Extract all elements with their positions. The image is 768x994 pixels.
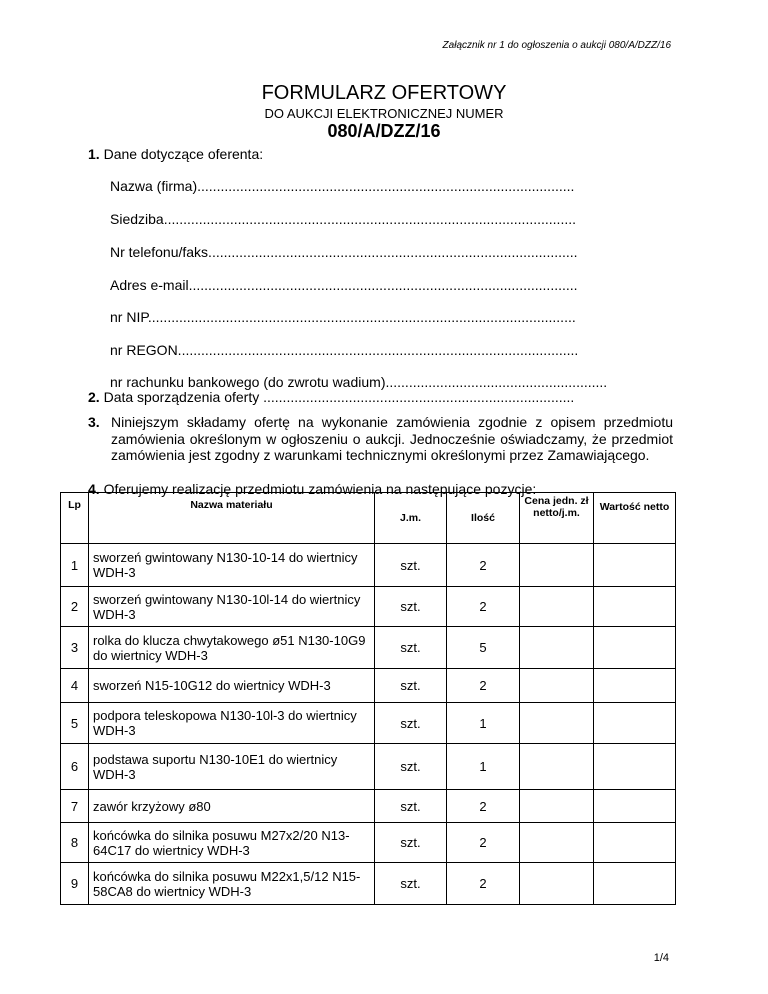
section-1-number: 1. bbox=[88, 146, 100, 162]
row-qty: 2 bbox=[447, 823, 520, 863]
table-header-row bbox=[61, 493, 676, 544]
row-jm: szt. bbox=[375, 744, 447, 790]
row-price-cell[interactable] bbox=[520, 669, 594, 703]
table-row bbox=[61, 703, 676, 744]
row-qty: 2 bbox=[447, 669, 520, 703]
section-2 bbox=[88, 389, 674, 405]
row-value-cell[interactable] bbox=[594, 544, 676, 587]
field-company-name: Nazwa (firma)................................................................................................. bbox=[110, 178, 575, 194]
row-price-cell[interactable] bbox=[520, 863, 594, 905]
row-jm: szt. bbox=[375, 587, 447, 627]
table-row bbox=[61, 587, 676, 627]
row-name: końcówka do silnika posuwu M27x2/20 N13-64C17 do wiertnicy WDH-3 bbox=[89, 823, 375, 863]
row-jm: szt. bbox=[375, 863, 447, 905]
row-value-cell[interactable] bbox=[594, 627, 676, 669]
row-name: sworzeń N15-10G12 do wiertnicy WDH-3 bbox=[89, 669, 375, 703]
table-row bbox=[61, 823, 676, 863]
row-value-cell[interactable] bbox=[594, 863, 676, 905]
row-qty: 1 bbox=[447, 744, 520, 790]
row-qty: 2 bbox=[447, 587, 520, 627]
table-row bbox=[61, 790, 676, 823]
header-price: Cena jedn. zł netto/j.m. bbox=[520, 493, 594, 544]
field-bank-account: nr rachunku bankowego (do zwrotu wadium)......................................................... bbox=[110, 374, 608, 390]
table-row bbox=[61, 544, 676, 587]
field-address: Siedziba.......................................................................................................... bbox=[110, 211, 577, 227]
row-qty: 2 bbox=[447, 790, 520, 823]
section-2-number: 2. bbox=[88, 389, 100, 405]
field-email: Adres e-mail.................................................................................................... bbox=[110, 277, 578, 293]
row-lp: 6 bbox=[61, 744, 89, 790]
header-qty: Ilość bbox=[447, 493, 520, 544]
row-qty: 2 bbox=[447, 863, 520, 905]
row-price-cell[interactable] bbox=[520, 627, 594, 669]
row-qty: 2 bbox=[447, 544, 520, 587]
row-value-cell[interactable] bbox=[594, 823, 676, 863]
section-3-number: 3. bbox=[88, 414, 100, 430]
row-jm: szt. bbox=[375, 823, 447, 863]
section-2-label: Data sporządzenia oferty ................................................................................ bbox=[103, 389, 575, 405]
row-qty: 1 bbox=[447, 703, 520, 744]
row-name: końcówka do silnika posuwu M22x1,5/12 N15-58CA8 do wiertnicy WDH-3 bbox=[89, 863, 375, 905]
row-lp: 7 bbox=[61, 790, 89, 823]
auction-number: 080/A/DZZ/16 bbox=[327, 121, 441, 141]
section-1-heading bbox=[88, 146, 263, 162]
table-row bbox=[61, 627, 676, 669]
row-name: podstawa suportu N130-10E1 do wiertnicy WDH-3 bbox=[89, 744, 375, 790]
row-price-cell[interactable] bbox=[520, 587, 594, 627]
row-qty: 5 bbox=[447, 627, 520, 669]
row-lp: 5 bbox=[61, 703, 89, 744]
row-lp: 2 bbox=[61, 587, 89, 627]
row-name: podpora teleskopowa N130-10l-3 do wiertnicy WDH-3 bbox=[89, 703, 375, 744]
row-lp: 1 bbox=[61, 544, 89, 587]
row-price-cell[interactable] bbox=[520, 823, 594, 863]
header-jm: J.m. bbox=[375, 493, 447, 544]
row-lp: 8 bbox=[61, 823, 89, 863]
header-lp: Lp bbox=[61, 493, 89, 544]
table-row bbox=[61, 744, 676, 790]
row-value-cell[interactable] bbox=[594, 790, 676, 823]
items-table bbox=[60, 492, 676, 905]
row-jm: szt. bbox=[375, 669, 447, 703]
section-4-label: Oferujemy realizację przedmiotu zamówienia na następujące pozycje: bbox=[103, 481, 537, 497]
row-lp: 9 bbox=[61, 863, 89, 905]
field-phone-fax: Nr telefonu/faks............................................................................................... bbox=[110, 244, 578, 260]
row-lp: 4 bbox=[61, 669, 89, 703]
row-price-cell[interactable] bbox=[520, 744, 594, 790]
row-value-cell[interactable] bbox=[594, 669, 676, 703]
row-name: rolka do klucza chwytakowego ø51 N130-10G9 do wiertnicy WDH-3 bbox=[89, 627, 375, 669]
section-1-label: Dane dotyczące oferenta: bbox=[103, 146, 264, 162]
header-value: Wartość netto bbox=[594, 493, 676, 544]
row-jm: szt. bbox=[375, 703, 447, 744]
form-title: FORMULARZ OFERTOWY bbox=[261, 82, 507, 104]
row-price-cell[interactable] bbox=[520, 544, 594, 587]
table-row bbox=[61, 863, 676, 905]
row-jm: szt. bbox=[375, 544, 447, 587]
row-price-cell[interactable] bbox=[520, 703, 594, 744]
field-nip: nr NIP.............................................................................................................. bbox=[110, 309, 576, 325]
header-name: Nazwa materiału bbox=[89, 493, 375, 544]
row-jm: szt. bbox=[375, 790, 447, 823]
field-regon: nr REGON....................................................................................................... bbox=[110, 342, 579, 358]
row-value-cell[interactable] bbox=[594, 703, 676, 744]
row-lp: 3 bbox=[61, 627, 89, 669]
section-3 bbox=[88, 414, 673, 464]
row-name: sworzeń gwintowany N130-10l-14 do wiertnicy WDH-3 bbox=[89, 587, 375, 627]
table-row bbox=[61, 669, 676, 703]
row-jm: szt. bbox=[375, 627, 447, 669]
section-4-number: 4. bbox=[88, 481, 100, 497]
section-3-text: Niniejszym składamy ofertę na wykonanie zamówienia zgodnie z opisem przedmiotu zamówienia określonym w ogłoszeniu o aukcji. Jednocześnie oświadczamy, że przedmiot zamówienia jest zgodny z warunkami technicznymi określonymi przez Zamawiającego. bbox=[111, 414, 673, 464]
row-value-cell[interactable] bbox=[594, 587, 676, 627]
row-price-cell[interactable] bbox=[520, 790, 594, 823]
form-subtitle: DO AUKCJI ELEKTRONICZNEJ NUMER bbox=[264, 106, 504, 121]
row-value-cell[interactable] bbox=[594, 744, 676, 790]
row-name: sworzeń gwintowany N130-10-14 do wiertnicy WDH-3 bbox=[89, 544, 375, 587]
header-note: Załącznik nr 1 do ogłoszenia o aukcji 080/A/DZZ/16 bbox=[442, 40, 671, 51]
page-number: 1/4 bbox=[653, 952, 669, 964]
row-name: zawór krzyżowy ø80 bbox=[89, 790, 375, 823]
